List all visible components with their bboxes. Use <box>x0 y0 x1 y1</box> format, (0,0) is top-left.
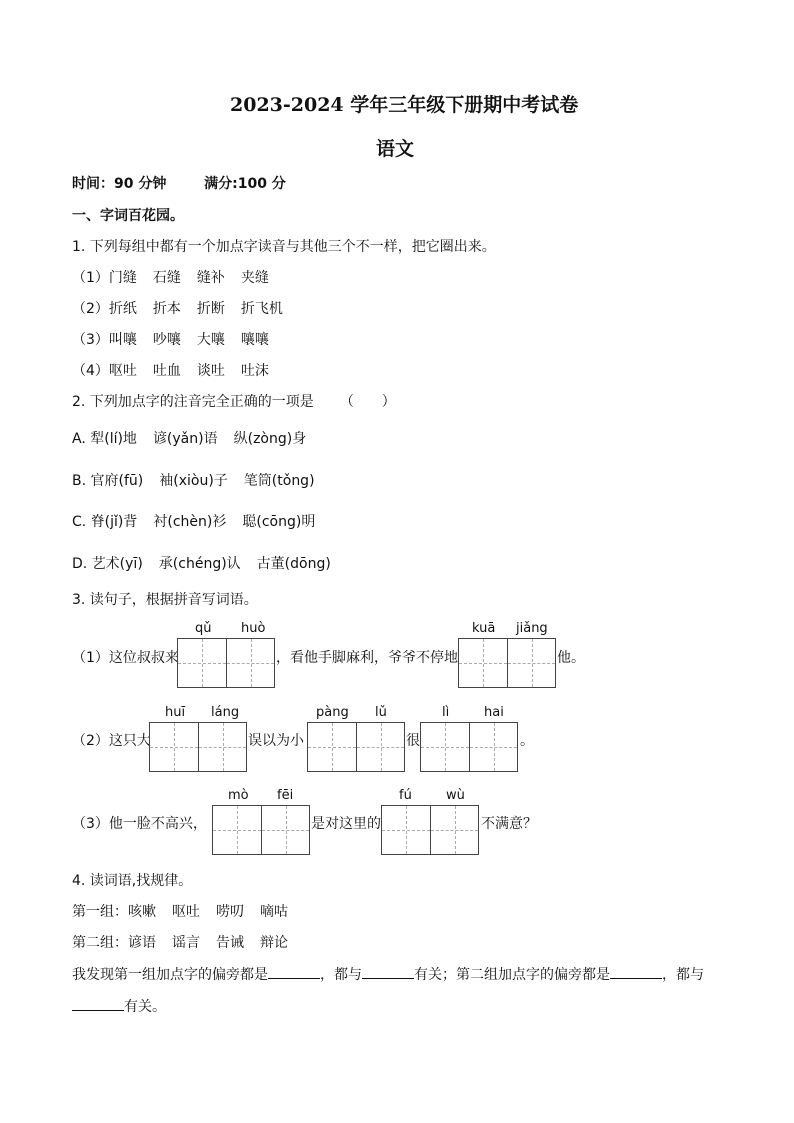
full-score: 满分:100 分 <box>204 176 286 192</box>
sentence-part: ，看他手脚麻利，爷爷不停地 <box>276 650 458 666</box>
q2-option-d[interactable]: D. 艺术(yī) 承(chéng)认 古董(dōng) <box>72 556 331 572</box>
grid-cell[interactable] <box>356 723 404 771</box>
sentence-part: 是对这里的 <box>311 816 381 832</box>
pinyin: hai <box>484 705 504 720</box>
grid-cell[interactable] <box>469 723 517 771</box>
pinyin: qǔ <box>195 621 212 636</box>
sentence-part: （1）这位叔叔来 <box>72 650 179 666</box>
time-limit: 时间：90 分钟 <box>72 176 167 192</box>
q2-option-c[interactable]: C. 脊(jǐ)背 衬(chèn)衫 聪(cōng)明 <box>72 514 316 530</box>
pinyin: wù <box>446 788 465 803</box>
q4-group-2: 第二组：谚语 谣言 告诫 辩论 <box>72 935 288 951</box>
pinyin: fú <box>399 788 412 803</box>
exam-title: 2023-2024 学年三年级下册期中考试卷 <box>230 94 579 116</box>
writing-grid[interactable] <box>212 805 310 855</box>
q1-stem: 1. 下列每组中都有一个加点字读音与其他三个不一样，把它圈出来。 <box>72 239 496 255</box>
blank-field[interactable] <box>610 966 662 979</box>
writing-grid[interactable] <box>149 722 247 772</box>
q3-stem: 3. 读句子，根据拼音写词语。 <box>72 592 258 608</box>
q1-row: （1）门缝 石缝 缝补 夹缝 <box>72 270 269 286</box>
q4-stem: 4. 读词语,找规律。 <box>72 873 193 889</box>
pinyin: jiǎng <box>516 621 548 636</box>
blank-field[interactable] <box>268 966 320 979</box>
sentence-part: 误以为小 <box>248 733 304 749</box>
sentence-part: （2）这只大 <box>72 733 151 749</box>
pinyin: lì <box>442 705 450 720</box>
grid-cell[interactable] <box>226 639 274 687</box>
grid-cell[interactable] <box>198 723 246 771</box>
sentence-part: （3）他一脸不高兴， <box>72 816 207 832</box>
grid-cell[interactable] <box>150 723 198 771</box>
pinyin: pàng <box>316 705 349 720</box>
pinyin: huò <box>241 621 266 636</box>
q1-row: （3）叫嚷 吵嚷 大嚷 嚷嚷 <box>72 332 269 348</box>
pinyin: kuā <box>472 621 496 636</box>
pinyin: mò <box>228 788 249 803</box>
grid-cell[interactable] <box>178 639 226 687</box>
writing-grid[interactable] <box>458 638 556 688</box>
blank-field[interactable] <box>72 998 124 1011</box>
pinyin: huī <box>165 705 186 720</box>
exam-meta <box>72 173 286 193</box>
subject-title: 语文 <box>376 138 415 160</box>
writing-grid[interactable] <box>307 722 405 772</box>
answer-bracket[interactable]: （ ） <box>339 394 396 410</box>
sentence-part: 很 <box>406 733 420 749</box>
grid-cell[interactable] <box>507 639 555 687</box>
section-heading: 一、字词百花园。 <box>72 208 184 224</box>
blank-field[interactable] <box>362 966 414 979</box>
sentence-part: 不满意？ <box>481 816 537 832</box>
q4-fill-line-2: 有关。 <box>72 996 166 1016</box>
pinyin: fēi <box>277 788 294 803</box>
q2-stem: 2. 下列加点字的注音完全正确的一项是 （ ） <box>72 394 396 410</box>
writing-grid[interactable] <box>177 638 275 688</box>
pinyin: lǔ <box>375 705 387 720</box>
writing-grid[interactable] <box>420 722 518 772</box>
q1-row: （2）折纸 折本 折断 折飞机 <box>72 301 283 317</box>
sentence-part: 。 <box>520 733 534 749</box>
pinyin: láng <box>211 705 240 720</box>
q4-fill-line: 我发现第一组加点字的偏旁都是 ，都与 有关；第二组加点字的偏旁都是 ，都与 <box>72 967 704 983</box>
grid-cell[interactable] <box>261 806 309 854</box>
sentence-part: 他。 <box>557 650 585 666</box>
grid-cell[interactable] <box>308 723 356 771</box>
grid-cell[interactable] <box>430 806 478 854</box>
q1-row: （4）呕吐 吐血 谈吐 吐沫 <box>72 363 269 379</box>
q4-group-1: 第一组：咳嗽 呕吐 唠叨 嘀咕 <box>72 904 288 920</box>
writing-grid[interactable] <box>381 805 479 855</box>
q2-option-a[interactable]: A. 犁(lí)地 谚(yǎn)语 纵(zòng)身 <box>72 431 307 447</box>
grid-cell[interactable] <box>382 806 430 854</box>
q2-option-b[interactable]: B. 官府(fū) 袖(xiòu)子 笔筒(tǒng) <box>72 473 315 489</box>
grid-cell[interactable] <box>459 639 507 687</box>
grid-cell[interactable] <box>421 723 469 771</box>
grid-cell[interactable] <box>213 806 261 854</box>
